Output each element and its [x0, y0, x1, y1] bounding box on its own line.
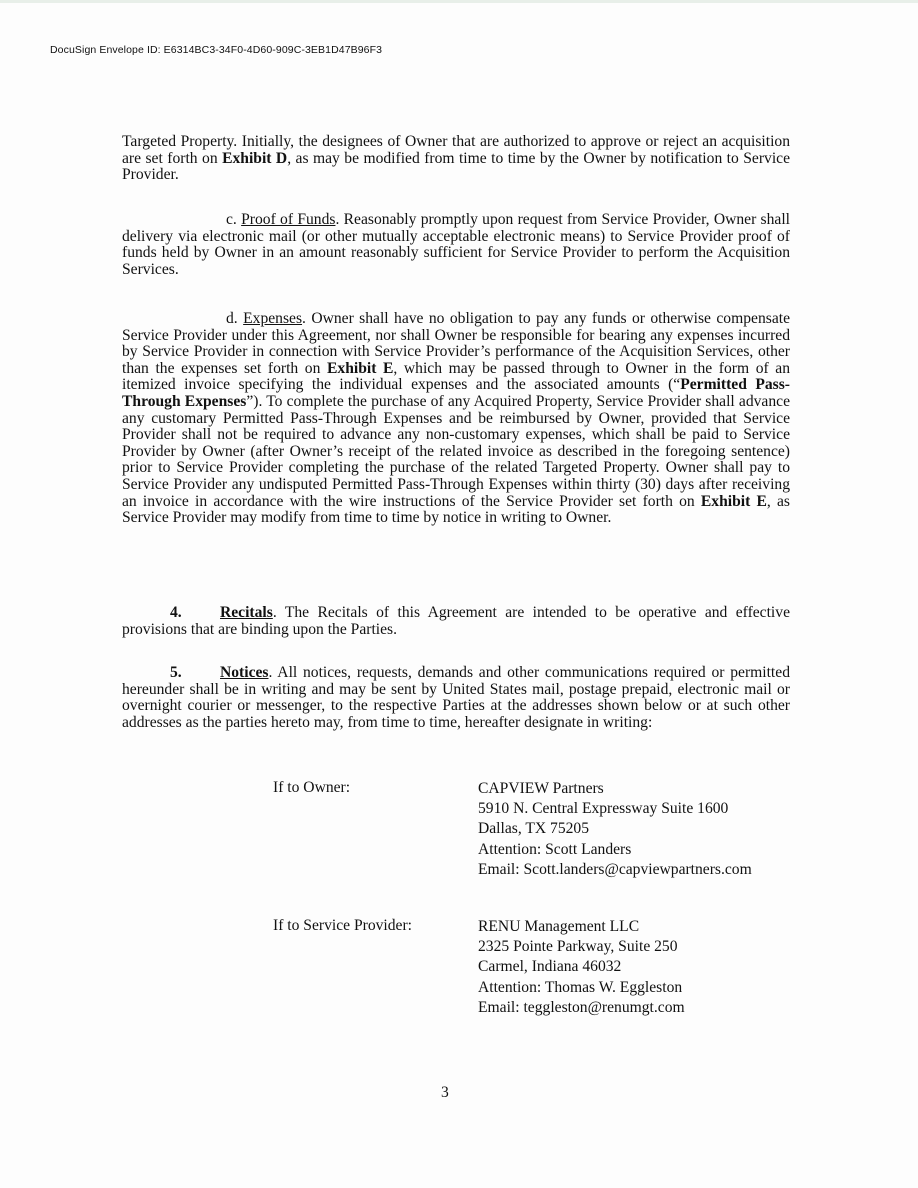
exhibit-d-ref: Exhibit D	[222, 149, 288, 167]
owner-street: 5910 N. Central Expressway Suite 1600	[478, 800, 729, 818]
provider-street: 2325 Pointe Parkway, Suite 250	[478, 938, 678, 956]
section-d-expenses	[122, 311, 790, 527]
section-5-number: 5.	[170, 664, 182, 681]
provider-company: RENU Management LLC	[478, 918, 640, 935]
section-4-recitals	[122, 605, 790, 638]
page-number: 3	[441, 1084, 449, 1101]
para-top-post: , as may be modified from time to time by the Owner by notification to Service Provider.	[122, 149, 791, 184]
provider-attention: Attention: Thomas W. Eggleston	[478, 978, 683, 996]
top-border	[0, 0, 918, 3]
section-4-number: 4.	[170, 604, 182, 621]
provider-email: Email: teggleston@renumgt.com	[478, 998, 685, 1016]
section-d-text3: ”). To complete the purchase of any Acquired Property, Service Provider shall advance any customary Permitted Pass-Through Expenses and be reimbursed by Owner, provided that Service Provider shall not be required to advance any non-customary expenses, which shall be paid to Service Provider by Owner (after Owner’s receipt of the related invoice as described in the foregoing sentence) prior to Service Provider completing the purchase of the related Targeted Property. Owner shall pay to Service Provider any undisputed Permitted Pass-Through Expenses within thirty (30) days after receiving an invoice in accordance with the wire instructions of the Service Provider set forth on	[122, 392, 790, 510]
section-5-notices	[122, 665, 790, 731]
section-c-heading: Proof of Funds	[241, 211, 336, 228]
section-5-heading: Notices	[220, 664, 269, 681]
section-c-proof-of-funds	[122, 212, 790, 278]
owner-company: CAPVIEW Partners	[478, 780, 604, 797]
owner-city: Dallas, TX 75205	[478, 820, 590, 838]
section-d-heading: Expenses	[243, 310, 303, 327]
paragraph-targeted-property	[122, 134, 790, 184]
section-4-heading: Recitals	[220, 604, 273, 621]
section-d-letter: d.	[226, 310, 238, 327]
section-4-text: . The Recitals of this Agreement are intended to be operative and effective provisions that are binding upon the Parties.	[122, 604, 790, 638]
owner-label: If to Owner:	[273, 779, 351, 796]
section-c-text: . Reasonably promptly upon request from Service Provider, Owner shall delivery via electronic mail (or other mutually acceptable electronic means) to Service Provider proof of funds held by Owner in an amount reasonably sufficient for Service Provider to perform the Acquisition Services.	[122, 211, 790, 278]
exhibit-e-ref-2: Exhibit E	[700, 492, 767, 510]
provider-city: Carmel, Indiana 46032	[478, 958, 622, 976]
provider-address-block	[478, 917, 685, 1018]
provider-label: If to Service Provider:	[273, 917, 413, 934]
docusign-envelope-id: DocuSign Envelope ID: E6314BC3-34F0-4D60-909C-3EB1D47B96F3	[50, 44, 383, 56]
section-c-letter: c.	[226, 211, 237, 228]
owner-email: Email: Scott.landers@capviewpartners.com	[478, 860, 752, 878]
owner-address-block	[478, 779, 752, 880]
section-5-text: . All notices, requests, demands and other communications required or permitted hereunder shall be in writing and may be sent by United States mail, postage prepaid, electronic mail or overnight courier or messenger, to the respective Parties at the addresses shown below or at such other addresses as the parties hereto may, from time to time, hereafter designate in writing:	[122, 664, 790, 731]
exhibit-e-ref-1: Exhibit E	[327, 359, 394, 377]
para-top-pre: Targeted Property. Initially, the designees of Owner that are authorized to approve or reject an acquisition are set forth on	[122, 133, 790, 167]
section-d-text1: . Owner shall have no obligation to pay any funds or otherwise compensate Service Provider under this Agreement, nor shall Owner be responsible for bearing any expenses incurred by Service Provider in connection with Service Provider’s performance of the Acquisition Services, other than the expenses set forth on	[122, 310, 790, 377]
permitted-pass-through-term: Permitted Pass-Through Expenses	[122, 376, 790, 410]
section-d-text2: , which may be passed through to Owner in the form of an itemized invoice specifying the individual expenses and the associated amounts (“	[122, 359, 791, 394]
owner-attention: Attention: Scott Landers	[478, 840, 632, 858]
section-d-text4: , as Service Provider may modify from time to time by notice in writing to Owner.	[122, 492, 790, 527]
